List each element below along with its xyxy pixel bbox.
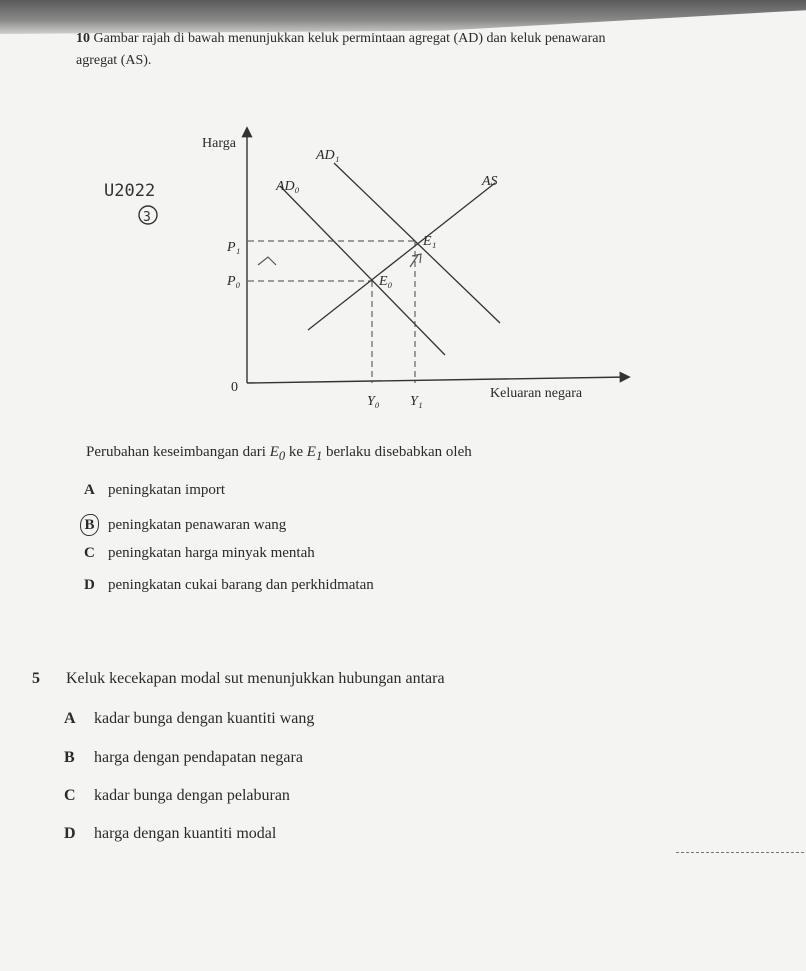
option-d[interactable] [84,577,374,594]
option-text: harga dengan kuantiti modal [94,825,277,842]
q5-option-c[interactable] [64,787,290,805]
x-axis [247,377,628,383]
dashed-rule [676,852,804,853]
ad1-label: AD₁ [316,148,340,163]
option-letter: B [64,749,75,766]
handwritten-circled-number: 3 [143,210,151,225]
question-10-prompt: Perubahan keseimbangan dari $E_0$ ke $E_1$ berlaku disebabkan oleh [86,444,472,463]
y1-label: Y₁ [410,394,423,409]
option-text: peningkatan cukai barang dan perkhidmatan [108,577,374,593]
option-letter: C [64,787,76,804]
question-10-stem [76,28,776,72]
p1-label: P₁ [227,240,241,255]
question-text-line1: Gambar rajah di bawah menunjukkan keluk permintaan agregat (AD) dan keluk penawaran [93,31,606,46]
q5-option-d[interactable] [64,825,276,843]
option-letter: D [64,825,76,842]
option-letter: C [84,545,95,561]
p0-label: P₀ [227,274,241,289]
option-text: harga dengan pendapatan negara [94,749,303,766]
x-axis-label: Keluaran negara [490,386,583,401]
option-text: peningkatan penawaran wang [108,517,287,533]
ad0-curve [280,186,445,355]
ad0-label: AD₀ [276,179,300,194]
question-text-line2: agregat (AS). [76,53,152,68]
option-c[interactable] [84,545,315,562]
option-letter: A [84,482,95,498]
q5-option-a[interactable] [64,710,314,728]
ad-as-graph [90,115,650,425]
option-text: kadar bunga dengan pelaburan [94,787,290,804]
as-curve [308,183,495,330]
question-number: 10 [76,31,90,46]
question-5-stem [32,670,445,688]
origin-label: 0 [231,380,238,395]
option-text: peningkatan harga minyak mentah [108,545,315,561]
e0-label: E₀ [379,274,393,289]
option-text: kadar bunga dengan kuantiti wang [94,710,315,727]
question-text: Keluk kecekapan modal sut menunjukkan hubungan antara [66,670,445,687]
option-text: peningkatan import [108,482,226,498]
option-letter: D [84,577,95,593]
handwritten-code: U2022 [104,181,156,201]
option-a[interactable] [84,482,225,499]
y-axis-label: Harga [202,136,236,151]
q5-option-b[interactable] [64,749,303,767]
y0-label: Y₀ [367,394,380,409]
option-b-selected[interactable] [84,514,286,536]
option-letter-circled: B [80,514,99,536]
e1-label: E₁ [423,234,437,249]
as-label: AS [482,174,498,189]
ad1-curve [334,163,500,323]
question-number: 5 [32,670,40,687]
option-letter: A [64,710,76,727]
pencil-arrow-mark [258,257,276,265]
